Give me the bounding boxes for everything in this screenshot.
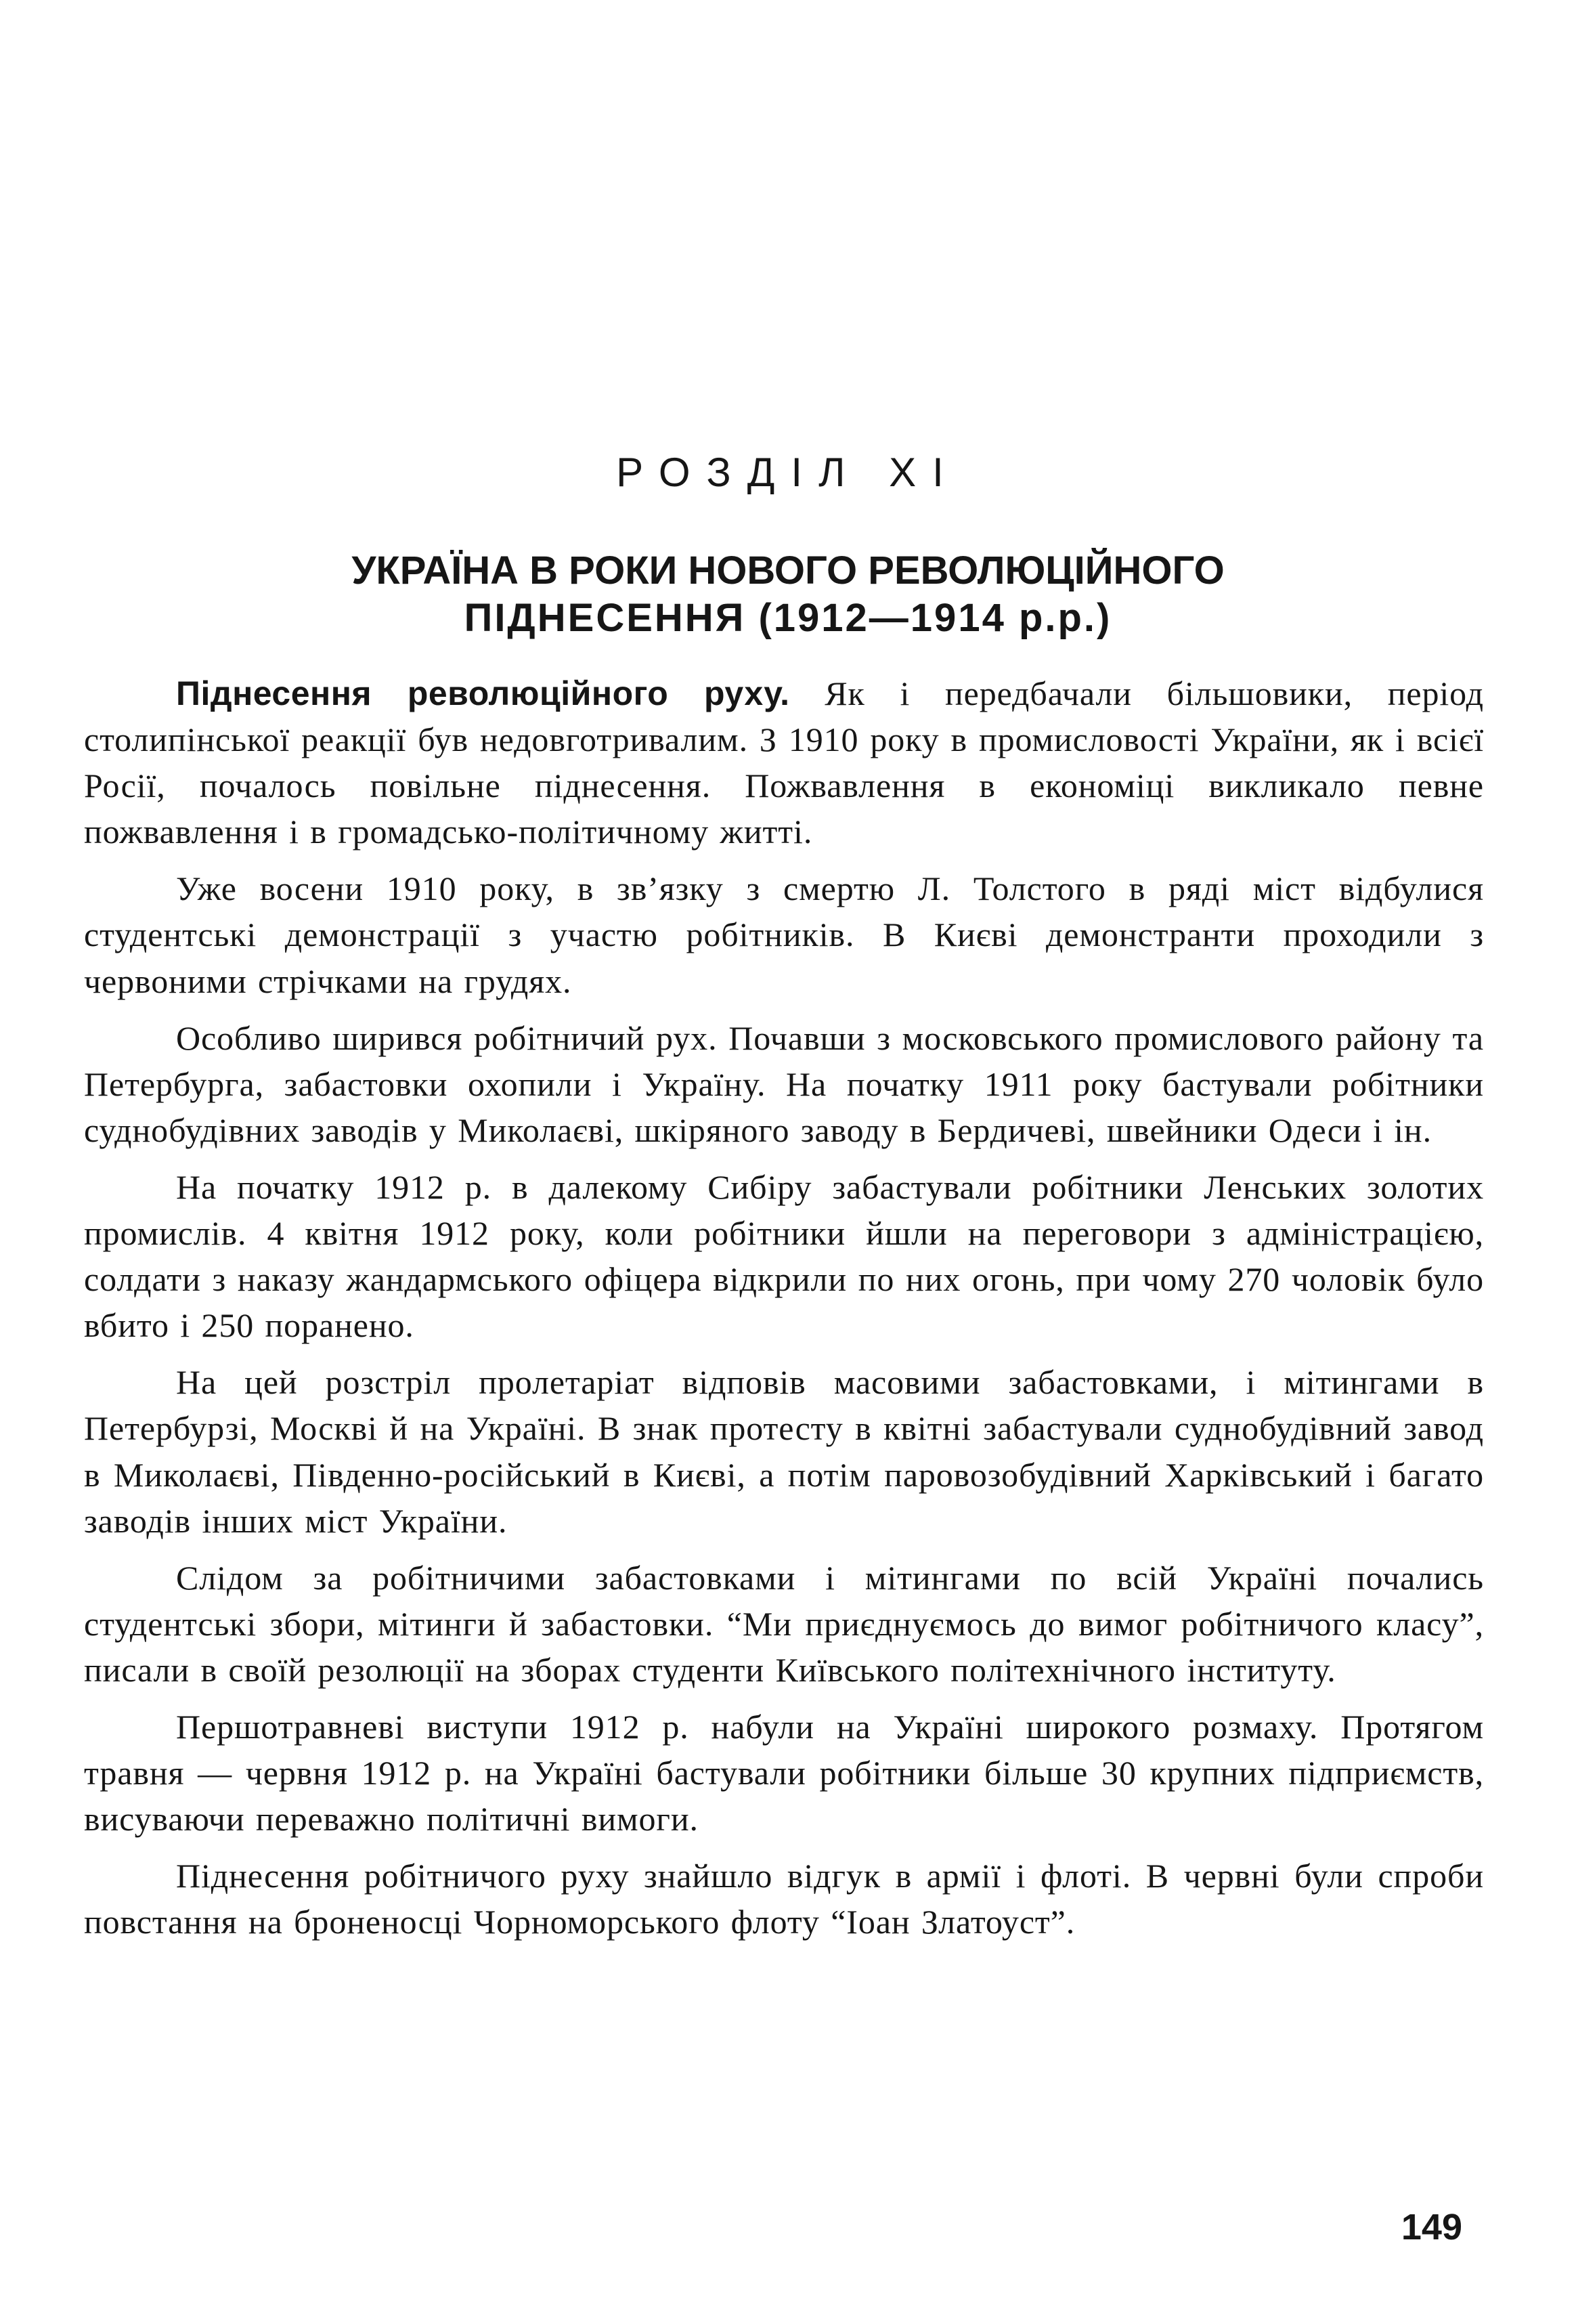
chapter-heading: РОЗДІЛ XI (616, 450, 960, 495)
paragraph-8: Піднесення робітничого руху знайшло відгук в армії і флоті. В червні були спроби повстання на броненосці Чорноморського флоту “Іоан Златоуст”. (84, 1857, 1484, 1941)
paragraph-5: На цей розстріл пролетаріат відповів масовими забастовками, і мітингами в Петербурзі, Москві й на Україні. В знак протесту в квітні забастували суднобудівний завод в Миколаєві, Південно-російський в Києві, а потім паровозобудівний Харківський і багато заводів інших міст України. (84, 1363, 1484, 1540)
section-lead: Піднесення революційного руху. (176, 674, 790, 712)
paragraph-6: Слідом за робітничими забастовками і мітингами по всій Україні почались студентські збори, мітинги й забастовки. “Ми приєднуємось до вимог робітничого класу”, писали в своїй резолюції на зборах студенти Київського політехнічного інституту. (84, 1558, 1484, 1689)
chapter-title (0, 547, 1576, 642)
paragraph-7: Першотравневі виступи 1912 р. набули на Україні широкого розмаху. Протягом травня — червня 1912 р. на Україні бастували робітники більше 30 крупних підприємств, висуваючи переважно політичні вимоги. (84, 1707, 1484, 1838)
paragraph-1-text: Як і передбачали більшовики, період столипінської реакції був недовготривалим. З 1910 року в промисловості України, як і всієї Росії, почалось повільне піднесення. Пожвавлення в економіці викликало певне пожвавлення і в громадсько-політичному житті. (84, 674, 1484, 851)
body-text (84, 670, 1484, 1956)
paragraph-4: На початку 1912 р. в далекому Сибіру забастували робітники Ленських золотих промислів. 4 квітня 1912 року, коли робітники йшли на переговори з адміністрацією, солдати з наказу жандармського офіцера відкрили по них огонь, при чому 270 чоловік було вбито і 250 поранено. (84, 1167, 1484, 1345)
chapter-title-line-2: ПІДНЕСЕННЯ (1912—1914 р.р.) (464, 596, 1112, 640)
paragraph-3: Особливо ширився робітничий рух. Почавши з московського промислового району та Петербурга, забастовки охопили і Україну. На початку 1911 року бастували робітники суднобудівних заводів у Миколаєві, шкіряного заводу в Бердичеві, швейники Одеси і ін. (84, 1018, 1484, 1149)
page-number: 149 (1401, 2207, 1462, 2247)
paragraph-1 (84, 670, 1484, 855)
paragraph-2: Уже восени 1910 року, в зв’язку з смертю Л. Толстого в ряді міст відбулися студентські демонстрації з участю робітників. В Києві демонстранти проходили з червоними стрічками на грудях. (84, 869, 1484, 1000)
chapter-title-line-1: УКРАЇНА В РОКИ НОВОГО РЕВОЛЮЦІЙНОГО (351, 548, 1225, 593)
